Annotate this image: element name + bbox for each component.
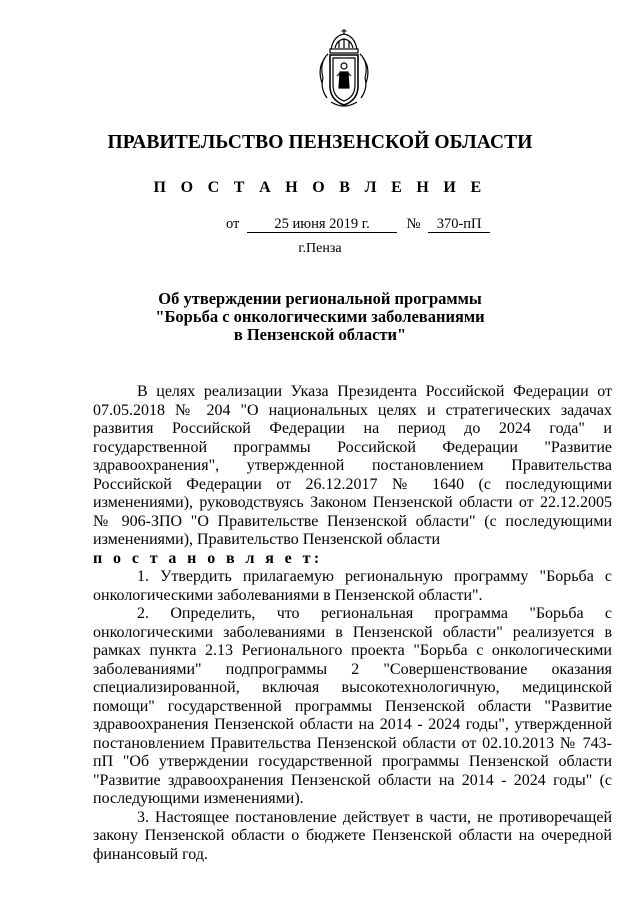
document-type: П О С Т А Н О В Л Е Н И Е xyxy=(153,179,487,196)
title-line: Об утверждении региональной программы xyxy=(158,289,482,308)
item-3-paragraph: 3. Настоящее постановление действует в части, не противоречащей закону Пензенской области о бюджете Пензенской области на очередной финансовый год. xyxy=(93,808,612,863)
city: г.Пенза xyxy=(298,241,342,256)
date-prefix: от xyxy=(226,216,240,232)
resolves-word: п о с т а н о в л я е т: xyxy=(93,549,323,567)
title-line: в Пензенской области" xyxy=(233,325,407,344)
resolves-paragraph xyxy=(93,550,612,569)
document-date: 25 июня 2019 г. xyxy=(247,216,397,233)
document-title xyxy=(0,290,640,344)
document-body xyxy=(93,383,612,864)
date-number-line xyxy=(226,216,490,233)
coat-of-arms-emblem xyxy=(313,28,375,110)
preamble-paragraph: В целях реализации Указа Президента Российской Федерации от 07.05.2018 № 204 "О национальных целях и стратегических задачах развития Российской Федерации на период до 2024 года" и государственной программы Российской Федерации "Развитие здравоохранения", утвержденной постановлением Правительства Российской Федерации от 26.12.2017 № 1640 (с последующими изменениями), руководствуясь Законом Пензенской области от 22.12.2005 № 906-ЗПО "О Правительстве Пензенской области" (с последующими изменениями), Правительство Пензенской области xyxy=(93,383,612,548)
title-line: "Борьба с онкологическими заболеваниями xyxy=(155,307,485,326)
government-heading: ПРАВИТЕЛЬСТВО ПЕНЗЕНСКОЙ ОБЛАСТИ xyxy=(107,132,533,153)
item-1-paragraph: 1. Утвердить прилагаемую региональную программу "Борьба с онкологическими заболеваниями в Пензенской области". xyxy=(93,568,612,604)
document-number: 370-пП xyxy=(428,216,490,233)
item-2-paragraph: 2. Определить, что региональная программа "Борьба с онкологическими заболеваниями в Пензенской области" реализуется в рамках пункта 2.13 Регионального проекта "Борьба с онкологическими заболеваниями" подпрограммы 2 "Совершенствование оказания специализированной, включая высокотехнологичную, медицинской помощи" государственной программы Пензенской области "Развитие здравоохранения Пензенской области на 2014 - 2024 годы", утвержденной постановлением Правительства Пензенской области от 02.10.2013 № 743-пП "Об утверждении государственной программы Пензенской области "Развитие здравоохранения Пензенской области на 2014 - 2024 годы" (с последующими изменениями). xyxy=(93,605,612,807)
number-prefix: № xyxy=(406,216,421,232)
